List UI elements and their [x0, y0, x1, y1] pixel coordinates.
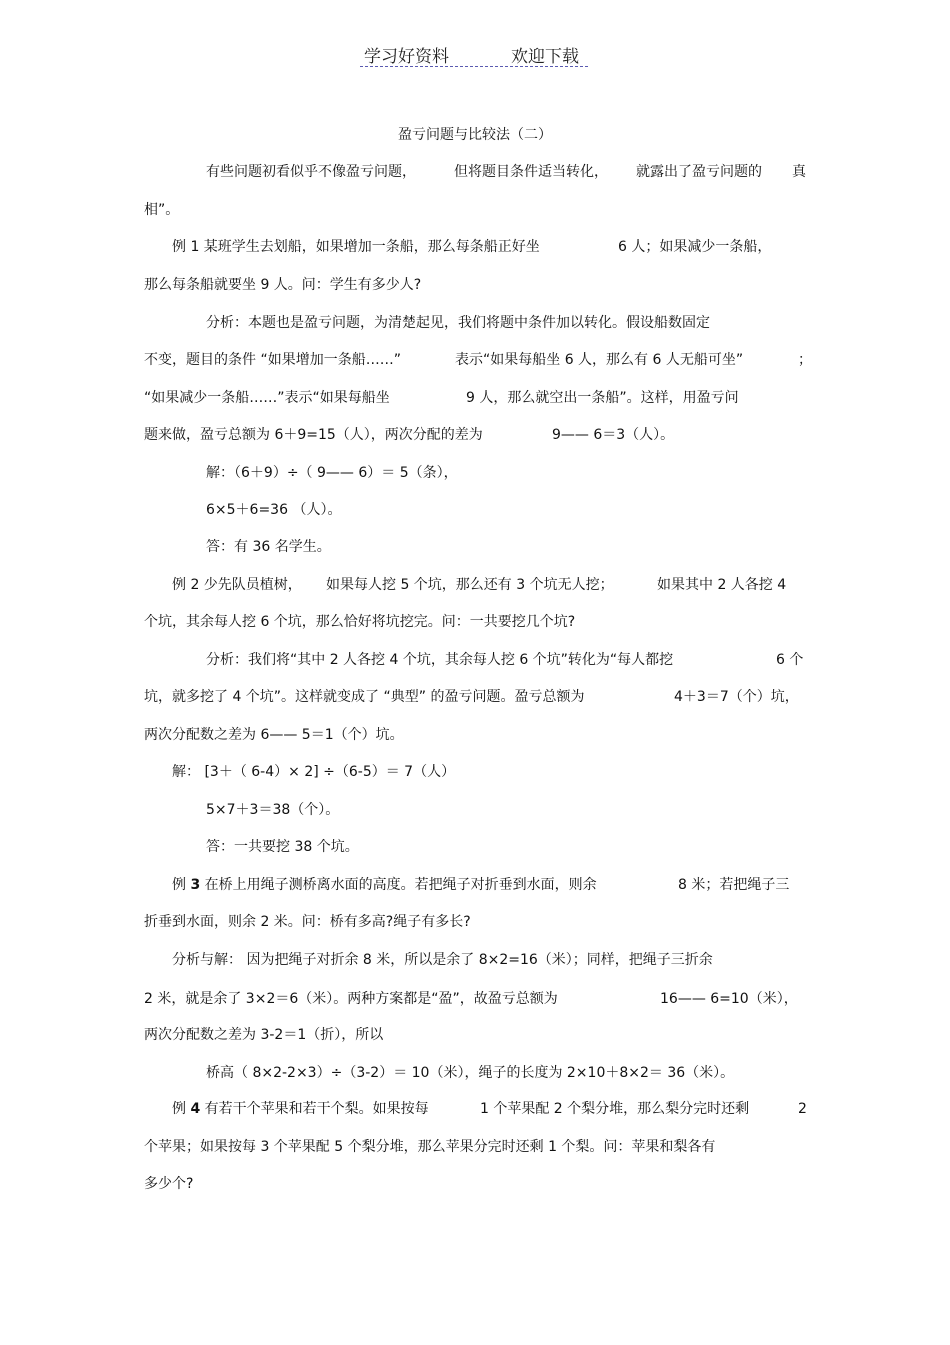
intro-line: 就露出了盈亏问题的	[636, 164, 762, 180]
example-1-text: 那么每条船就要坐 9 人。问：学生有多少人?	[144, 277, 422, 293]
example-4-text: 2	[798, 1101, 807, 1117]
example-label: 例	[172, 877, 191, 893]
intro-line: 但将题目条件适当转化，	[454, 164, 608, 180]
example-label: 例	[172, 1101, 191, 1117]
intro-line: 相”。	[144, 202, 180, 218]
intro-line: 有些问题初看似乎不像盈亏问题，	[206, 164, 416, 180]
example-4-text: 个苹果；如果按每 3 个苹果配 5 个梨分堆，那么苹果分完时还剩 1 个梨。问：苹果和梨各有	[144, 1139, 716, 1155]
example-2-text: 如果其中 2 人各挖 4	[657, 577, 787, 593]
example-2-text: 个坑，其余每人挖 6 个坑，那么恰好将坑挖完。问：一共要挖几个坑?	[144, 614, 576, 630]
example-1-analysis: “如果减少一条船……”表示“如果每船坐	[144, 390, 390, 406]
example-2-answer: 答：一共要挖 38 个坑。	[206, 839, 359, 855]
example-2-solution: 5×7＋3＝38（个）。	[206, 802, 340, 818]
example-4-text: 多少个?	[144, 1176, 194, 1192]
example-2-analysis: 分析：我们将“其中 2 人各挖 4 个坑，其余每人挖 6 个坑”转化为“每人都挖	[206, 652, 674, 668]
example-1-text: 6 人；如果减少一条船，	[618, 239, 772, 255]
example-1-analysis: 9 人，那么就空出一条船”。这样，用盈亏问	[466, 390, 739, 406]
example-3-analysis: 2 米，就是余了 3×2＝6（米）。两种方案都是“盈”，故盈亏总额为	[144, 991, 558, 1007]
example-2-analysis: 两次分配数之差为 6—— 5＝1（个）坑。	[144, 727, 404, 743]
example-2-analysis: 4＋3＝7（个）坑，	[674, 689, 799, 705]
example-1-analysis: ；	[798, 352, 812, 368]
example-2-text: 如果每人挖 5 个坑，那么还有 3 个坑无人挖；	[326, 577, 614, 593]
page-header	[360, 40, 588, 67]
example-2-analysis: 坑，就多挖了 4 个坑”。这样就变成了 “典型” 的盈亏问题。盈亏总额为	[144, 689, 585, 705]
example-1-analysis: 题来做，盈亏总额为 6＋9=15（人），两次分配的差为	[144, 427, 483, 443]
example-4-text	[172, 1099, 429, 1119]
example-1-analysis: 分析：本题也是盈亏问题，为清楚起见，我们将题中条件加以转化。假设船数固定	[206, 315, 710, 331]
example-3-analysis: 分析与解： 因为把绳子对折余 8 米，所以是余了 8×2=16（米）；同样，把绳子三折余	[172, 952, 713, 968]
example-1-solution: 6×5＋6=36 （人）。	[206, 502, 342, 518]
example-1-analysis: 不变，题目的条件 “如果增加一条船……”	[144, 352, 401, 368]
example-number: 3	[190, 877, 201, 893]
example-2-analysis: 6 个	[776, 652, 804, 668]
example-1-answer: 答：有 36 名学生。	[206, 539, 331, 555]
example-1-text: 例 1 某班学生去划船，如果增加一条船，那么每条船正好坐	[172, 239, 540, 255]
example-number: 4	[190, 1101, 201, 1117]
example-4-text: 1 个苹果配 2 个梨分堆，那么梨分完时还剩	[480, 1101, 750, 1117]
example-1-solution: 解：（6＋9）÷（ 9—— 6）＝ 5（条），	[206, 465, 458, 481]
example-2-text: 例 2 少先队员植树，	[172, 577, 302, 593]
example-1-analysis: 9—— 6＝3（人）。	[552, 427, 675, 443]
example-4-sentence: 有若干个苹果和若干个梨。如果按每	[200, 1101, 429, 1117]
document-title: 盈亏问题与比较法（二）	[398, 127, 552, 143]
header-left-text: 学习好资料	[364, 47, 449, 67]
example-1-analysis: 表示“如果每船坐 6 人，那么有 6 人无船可坐”	[455, 352, 744, 368]
header-right-text: 欢迎下载	[511, 47, 579, 67]
example-3-text: 折垂到水面，则余 2 米。问：桥有多高?绳子有多长?	[144, 914, 471, 930]
example-3-analysis: 16—— 6=10（米），	[660, 991, 798, 1007]
example-2-solution: 解： [3＋（ 6-4）× 2] ÷（6-5）＝ 7（人）	[172, 764, 456, 780]
example-3-text: 8 米；若把绳子三	[678, 877, 790, 893]
example-3-analysis: 两次分配数之差为 3-2＝1（折），所以	[144, 1027, 384, 1043]
intro-line: 真	[792, 164, 806, 180]
example-3-analysis: 桥高（ 8×2-2×3）÷（3-2）＝ 10（米），绳子的长度为 2×10＋8×2＝ 36（米）。	[206, 1065, 735, 1081]
example-3-text	[172, 875, 597, 895]
example-3-sentence: 在桥上用绳子测桥离水面的高度。若把绳子对折垂到水面，则余	[200, 877, 597, 893]
